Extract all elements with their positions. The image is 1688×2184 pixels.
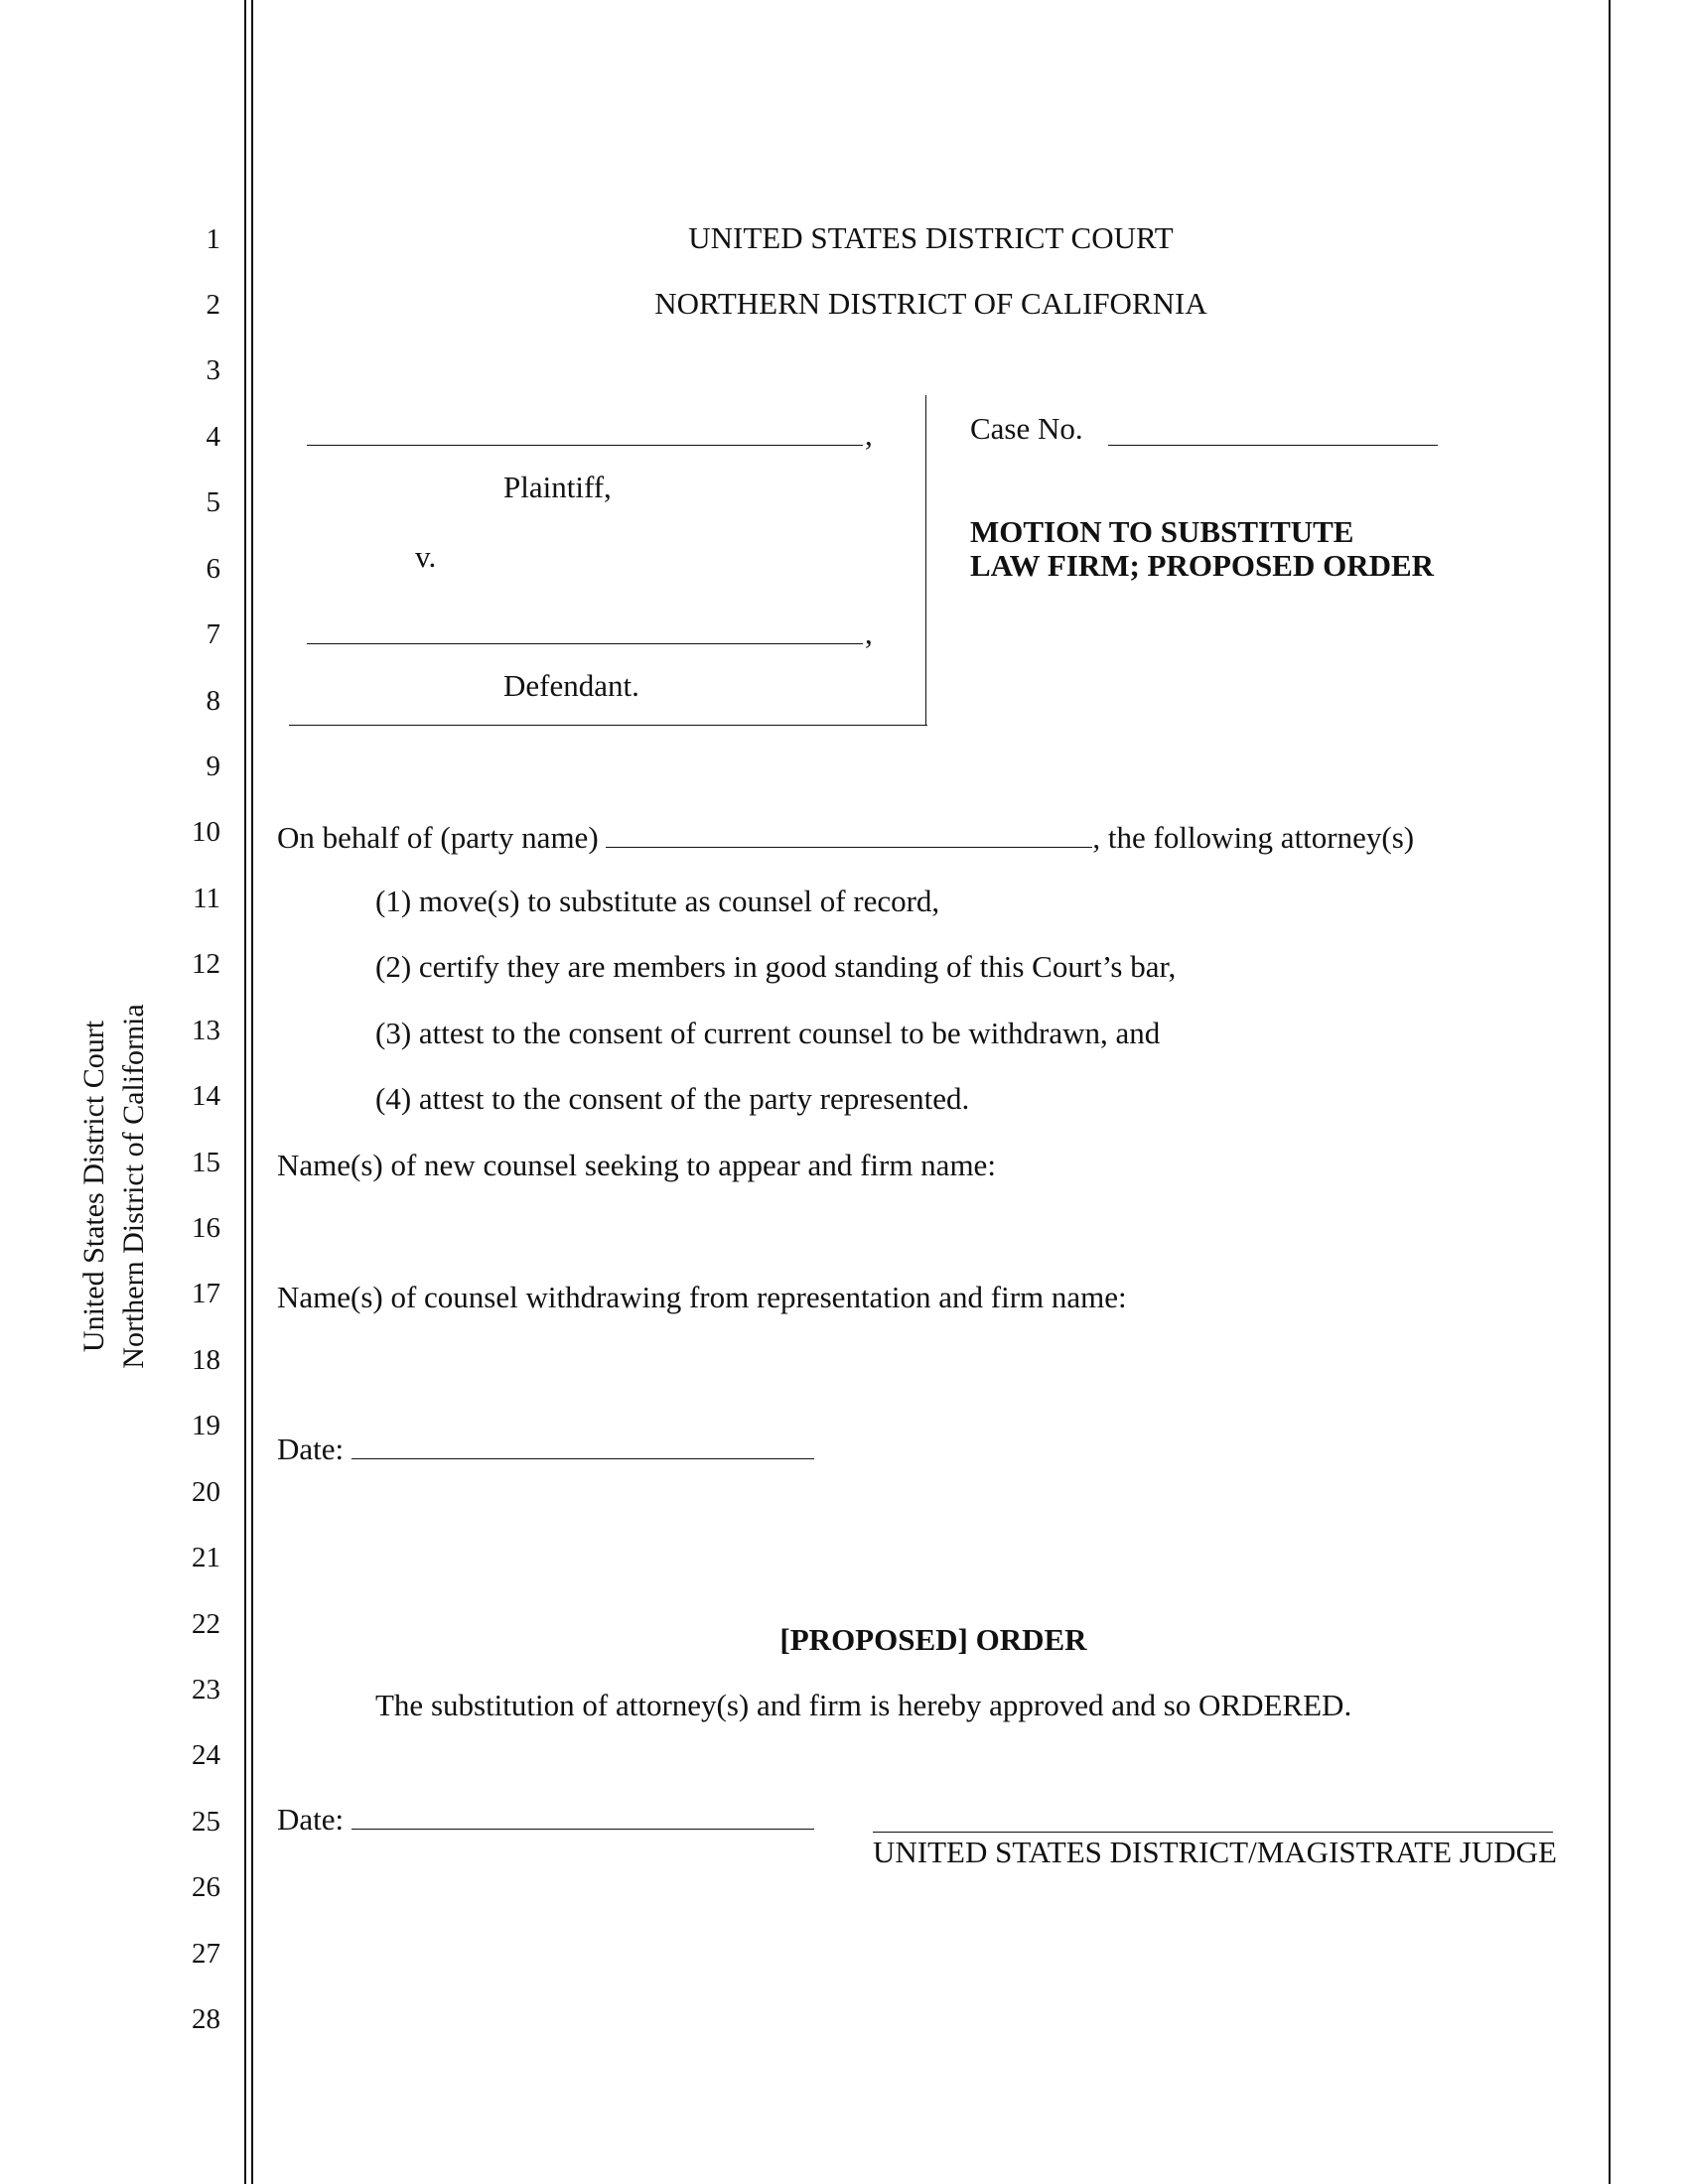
line-number: 9: [206, 751, 220, 782]
withdrawing-counsel-label: Name(s) of counsel withdrawing from representation and firm name:: [277, 1280, 1127, 1314]
side-court-caption: [74, 1004, 154, 1368]
plaintiff-label: Plaintiff,: [503, 470, 612, 504]
line-number: 20: [192, 1476, 220, 1508]
line-number: 16: [192, 1212, 220, 1244]
date-line: [277, 1429, 814, 1467]
line-number: 23: [192, 1674, 220, 1706]
line-number: 10: [192, 816, 220, 848]
item-1: (1) move(s) to substitute as counsel of record,: [375, 884, 940, 918]
party-name-field[interactable]: [606, 817, 1092, 848]
line-number: 7: [206, 618, 220, 650]
defendant-name-field[interactable]: [307, 643, 863, 644]
line-number: 5: [206, 486, 220, 518]
district-name-heading: NORTHERN DISTRICT OF CALIFORNIA: [654, 286, 1207, 321]
side-caption-line1: United States District Court: [77, 1020, 110, 1353]
defendant-comma: ,: [865, 615, 873, 650]
judge-signature-label: UNITED STATES DISTRICT/MAGISTRATE JUDGE: [873, 1835, 1557, 1869]
motion-title-line1: MOTION TO SUBSTITUTE: [970, 514, 1354, 549]
case-number-field[interactable]: [1108, 445, 1438, 446]
line-number: 25: [192, 1806, 220, 1838]
line-number: 14: [192, 1080, 220, 1112]
on-behalf-prefix: On behalf of (party name): [277, 820, 599, 855]
order-text: The substitution of attorney(s) and firm is hereby approved and so ORDERED.: [375, 1688, 1352, 1722]
case-number-label: Case No.: [970, 411, 1083, 446]
line-number: 1: [206, 223, 220, 255]
line-number: 19: [192, 1410, 220, 1441]
order-date-field[interactable]: [352, 1799, 814, 1830]
line-number: 22: [192, 1608, 220, 1640]
plaintiff-name-field[interactable]: [307, 445, 863, 446]
defendant-label: Defendant.: [503, 668, 639, 703]
line-number: 12: [192, 948, 220, 980]
caption-vertical-rule: [925, 395, 926, 726]
left-margin-rule-outer: [244, 0, 246, 2184]
line-number: 6: [206, 553, 220, 585]
line-number: 4: [206, 421, 220, 453]
line-number: 26: [192, 1871, 220, 1903]
item-2: (2) certify they are members in good standing of this Court’s bar,: [375, 949, 1177, 984]
judge-signature-field[interactable]: [873, 1832, 1553, 1833]
versus-label: v.: [415, 539, 437, 574]
order-heading: [PROPOSED] ORDER: [779, 1622, 1087, 1657]
line-number: 8: [206, 685, 220, 717]
caption-bottom-rule: [289, 725, 927, 726]
line-number: 21: [192, 1542, 220, 1573]
item-4: (4) attest to the consent of the party represented.: [375, 1081, 970, 1116]
order-date-label: Date:: [277, 1802, 345, 1837]
date-field[interactable]: [352, 1429, 814, 1459]
line-number: 24: [192, 1739, 220, 1771]
plaintiff-comma: ,: [865, 417, 873, 452]
left-margin-rule-inner: [251, 0, 253, 2184]
line-number: 2: [206, 289, 220, 321]
new-counsel-label: Name(s) of new counsel seeking to appear and firm name:: [277, 1148, 996, 1182]
line-number: 27: [192, 1938, 220, 1970]
line-number: 15: [192, 1147, 220, 1178]
right-margin-rule: [1609, 0, 1611, 2184]
motion-title-line2: LAW FIRM; PROPOSED ORDER: [970, 548, 1435, 583]
order-date-line: [277, 1799, 814, 1838]
court-name-heading: UNITED STATES DISTRICT COURT: [688, 220, 1174, 255]
line-number: 28: [192, 2003, 220, 2035]
side-caption-line2: Northern District of California: [117, 1004, 150, 1369]
on-behalf-line: [277, 817, 1414, 856]
line-number: 18: [192, 1344, 220, 1376]
line-number: 13: [192, 1015, 220, 1046]
line-number: 11: [193, 883, 220, 914]
on-behalf-suffix: , the following attorney(s): [1092, 820, 1415, 855]
item-3: (3) attest to the consent of current counsel to be withdrawn, and: [375, 1016, 1161, 1050]
line-number: 3: [206, 354, 220, 386]
date-label: Date:: [277, 1432, 345, 1466]
line-number: 17: [192, 1278, 220, 1309]
